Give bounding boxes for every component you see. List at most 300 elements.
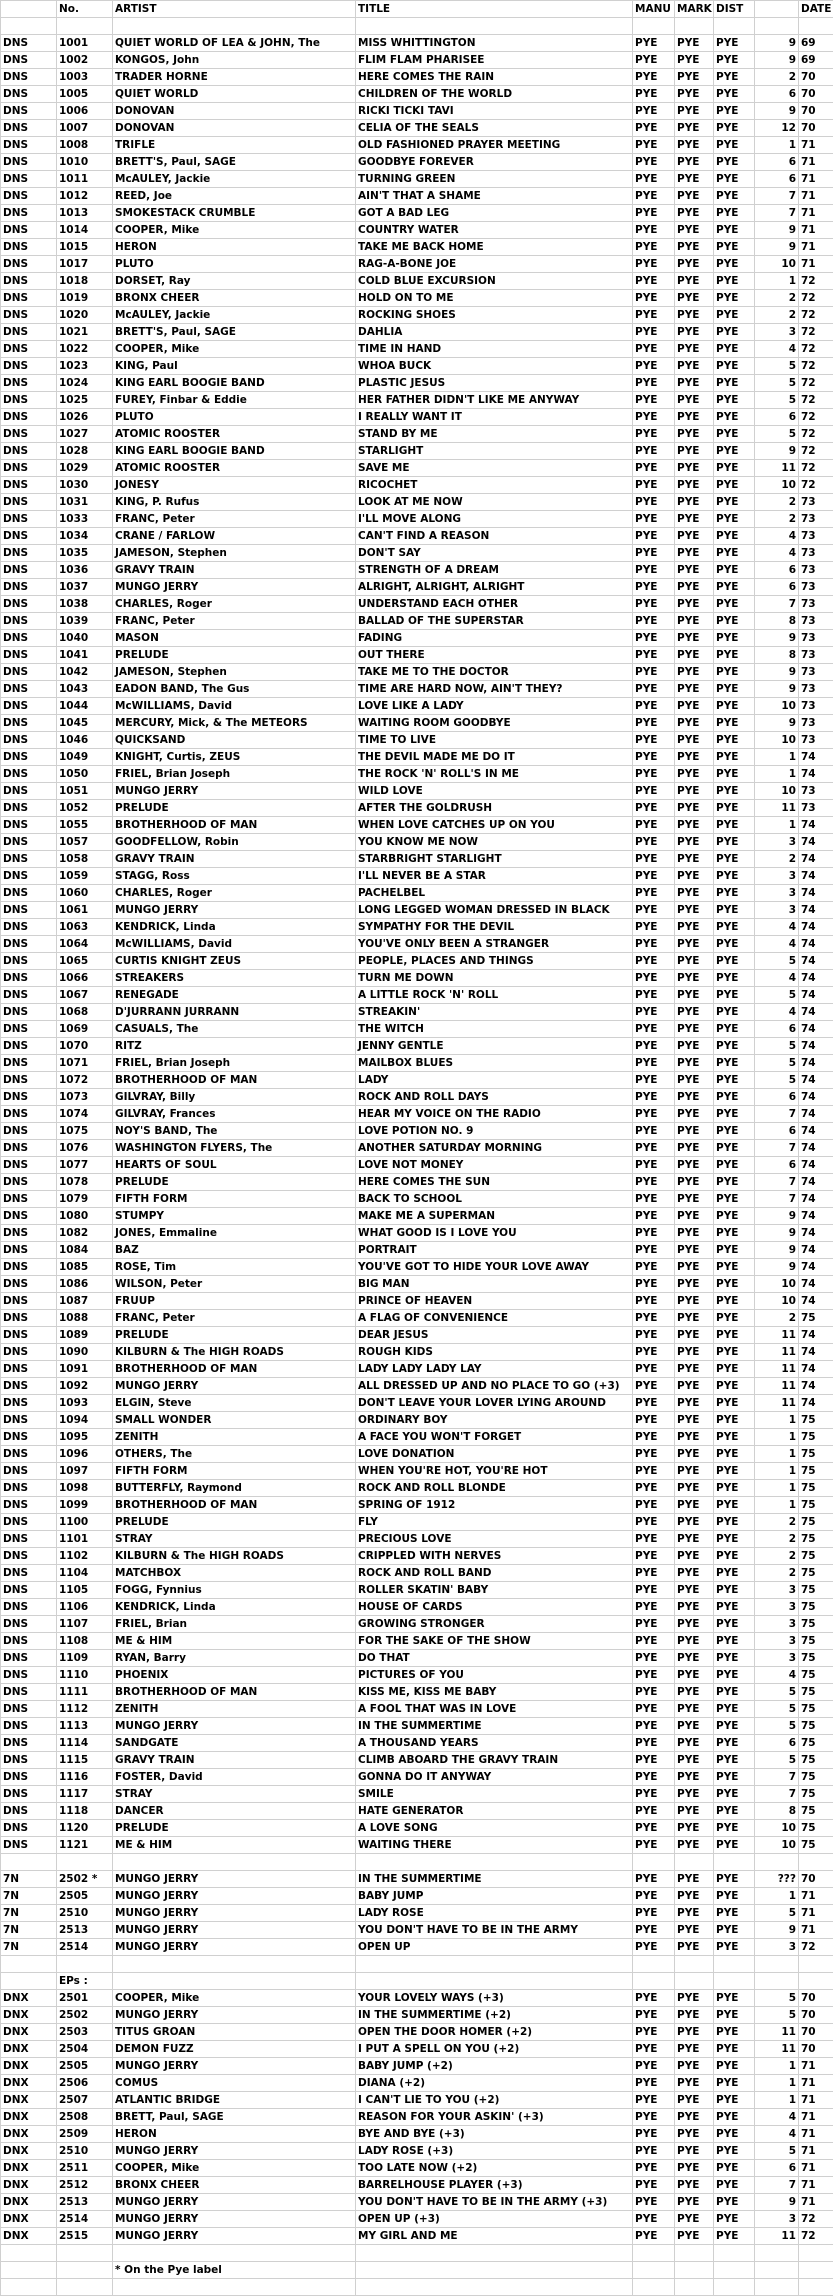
cell-title: BIG MAN — [356, 1276, 633, 1293]
cell-no: 2515 — [57, 2228, 113, 2245]
cell-mark: PYE — [675, 290, 714, 307]
cell-no: 1058 — [57, 851, 113, 868]
cell-month: 3 — [755, 1939, 799, 1956]
cell-manu: PYE — [633, 1701, 675, 1718]
cell-month — [755, 2245, 799, 2262]
cell-artist: CHARLES, Roger — [113, 885, 356, 902]
cell-no: 1024 — [57, 375, 113, 392]
cell-year: 72 — [799, 392, 833, 409]
cell-title: WHEN YOU'RE HOT, YOU'RE HOT — [356, 1463, 633, 1480]
cell-month: 3 — [755, 885, 799, 902]
cell-manu: PYE — [633, 477, 675, 494]
cell-manu: PYE — [633, 1565, 675, 1582]
cell-manu: PYE — [633, 1803, 675, 1820]
cell-year: 74 — [799, 987, 833, 1004]
cell-label: DNX — [1, 2211, 57, 2228]
cell-label: 7N — [1, 1939, 57, 1956]
cell-label: DNS — [1, 1497, 57, 1514]
cell-artist: EADON BAND, The Gus — [113, 681, 356, 698]
cell-label: DNS — [1, 1786, 57, 1803]
cell-title: DO THAT — [356, 1650, 633, 1667]
cell-no: 1099 — [57, 1497, 113, 1514]
cell-month: 6 — [755, 409, 799, 426]
cell-title — [356, 2279, 633, 2296]
cell-dist: PYE — [714, 1599, 755, 1616]
cell-no: 2510 — [57, 1905, 113, 1922]
cell-year: 74 — [799, 766, 833, 783]
cell-month: 1 — [755, 1446, 799, 1463]
cell-label: DNS — [1, 1837, 57, 1854]
cell-artist: PLUTO — [113, 256, 356, 273]
cell-manu: PYE — [633, 1038, 675, 1055]
cell-mark: PYE — [675, 1871, 714, 1888]
cell-label — [1, 1854, 57, 1871]
table-row — [1, 834, 833, 851]
cell-title: HEAR MY VOICE ON THE RADIO — [356, 1106, 633, 1123]
cell-mark: PYE — [675, 1072, 714, 1089]
cell-year: 69 — [799, 35, 833, 52]
cell-title: MY GIRL AND ME — [356, 2228, 633, 2245]
cell-month: 5 — [755, 358, 799, 375]
cell-dist: PYE — [714, 154, 755, 171]
cell-dist: PYE — [714, 460, 755, 477]
cell-month: 2 — [755, 851, 799, 868]
cell-artist: MUNGO JERRY — [113, 1905, 356, 1922]
cell-mark: PYE — [675, 851, 714, 868]
table-row — [1, 749, 833, 766]
cell-month: 1 — [755, 2058, 799, 2075]
cell-artist: MUNGO JERRY — [113, 2007, 356, 2024]
cell-manu: PYE — [633, 1752, 675, 1769]
cell-year: 74 — [799, 1293, 833, 1310]
cell-dist: PYE — [714, 732, 755, 749]
cell-manu: PYE — [633, 120, 675, 137]
cell-year: 72 — [799, 273, 833, 290]
cell-year — [799, 1956, 833, 1973]
cell-month: 5 — [755, 987, 799, 1004]
cell-year: 73 — [799, 545, 833, 562]
cell-label: DNS — [1, 1004, 57, 1021]
cell-artist: MUNGO JERRY — [113, 902, 356, 919]
cell-month: 7 — [755, 1106, 799, 1123]
cell-mark: PYE — [675, 953, 714, 970]
cell-no: 1012 — [57, 188, 113, 205]
table-row — [1, 1684, 833, 1701]
cell-mark: PYE — [675, 239, 714, 256]
cell-artist: BROTHERHOOD OF MAN — [113, 1684, 356, 1701]
cell-month: 5 — [755, 375, 799, 392]
cell-label: DNS — [1, 324, 57, 341]
cell-no: 1063 — [57, 919, 113, 936]
cell-title: CHILDREN OF THE WORLD — [356, 86, 633, 103]
table-row — [1, 1990, 833, 2007]
table-row — [1, 936, 833, 953]
cell-no: 1065 — [57, 953, 113, 970]
cell-title: A THOUSAND YEARS — [356, 1735, 633, 1752]
cell-artist: WILSON, Peter — [113, 1276, 356, 1293]
cell-no: 1013 — [57, 205, 113, 222]
cell-artist: COOPER, Mike — [113, 1990, 356, 2007]
cell-month: 5 — [755, 1990, 799, 2007]
cell-artist: ELGIN, Steve — [113, 1395, 356, 1412]
cell-mark — [675, 1854, 714, 1871]
cell-no: 1050 — [57, 766, 113, 783]
cell-title: REASON FOR YOUR ASKIN' (+3) — [356, 2109, 633, 2126]
cell-label — [1, 2279, 57, 2296]
cell-no: 1078 — [57, 1174, 113, 1191]
cell-month: 11 — [755, 460, 799, 477]
cell-no: 1079 — [57, 1191, 113, 1208]
cell-manu: PYE — [633, 1684, 675, 1701]
cell-year: 75 — [799, 1412, 833, 1429]
cell-title: RAG-A-BONE JOE — [356, 256, 633, 273]
cell-title: KISS ME, KISS ME BABY — [356, 1684, 633, 1701]
cell-year: 75 — [799, 1667, 833, 1684]
cell-label: DNS — [1, 1667, 57, 1684]
table-row — [1, 409, 833, 426]
cell-month: 5 — [755, 1055, 799, 1072]
cell-year: 71 — [799, 137, 833, 154]
cell-year: 75 — [799, 1548, 833, 1565]
cell-dist: PYE — [714, 1412, 755, 1429]
cell-title: FLIM FLAM PHARISEE — [356, 52, 633, 69]
cell-artist: JONESY — [113, 477, 356, 494]
cell-title: BARRELHOUSE PLAYER (+3) — [356, 2177, 633, 2194]
cell-mark: PYE — [675, 817, 714, 834]
cell-year: 74 — [799, 953, 833, 970]
cell-title: GONNA DO IT ANYWAY — [356, 1769, 633, 1786]
cell-label: DNS — [1, 1429, 57, 1446]
table-row — [1, 1123, 833, 1140]
cell-artist: KNIGHT, Curtis, ZEUS — [113, 749, 356, 766]
cell-month: 2 — [755, 1531, 799, 1548]
cell-month: 1 — [755, 137, 799, 154]
cell-dist: PYE — [714, 1480, 755, 1497]
cell-no: 1001 — [57, 35, 113, 52]
cell-label: DNS — [1, 375, 57, 392]
cell-artist: BRONX CHEER — [113, 290, 356, 307]
cell-year: 72 — [799, 324, 833, 341]
cell-no: 1020 — [57, 307, 113, 324]
cell-title: JENNY GENTLE — [356, 1038, 633, 1055]
cell-mark: PYE — [675, 341, 714, 358]
table-row — [1, 1310, 833, 1327]
cell-label: DNS — [1, 1480, 57, 1497]
cell-month: 6 — [755, 171, 799, 188]
cell-year: 70 — [799, 2041, 833, 2058]
cell-label: DNS — [1, 902, 57, 919]
cell-year: 72 — [799, 375, 833, 392]
cell-title: LOOK AT ME NOW — [356, 494, 633, 511]
cell-artist: FUREY, Finbar & Eddie — [113, 392, 356, 409]
cell-year: 74 — [799, 1344, 833, 1361]
cell-manu: PYE — [633, 290, 675, 307]
cell-year: 74 — [799, 902, 833, 919]
cell-year: 75 — [799, 1769, 833, 1786]
table-row — [1, 1888, 833, 1905]
cell-dist: PYE — [714, 86, 755, 103]
cell-manu: PYE — [633, 35, 675, 52]
cell-title: SPRING OF 1912 — [356, 1497, 633, 1514]
cell-manu: PYE — [633, 1072, 675, 1089]
cell-title: PEOPLE, PLACES AND THINGS — [356, 953, 633, 970]
cell-label: DNS — [1, 1684, 57, 1701]
cell-label: DNS — [1, 1735, 57, 1752]
cell-label: DNS — [1, 1089, 57, 1106]
cell-month: 10 — [755, 1293, 799, 1310]
header-date: DATE — [799, 1, 833, 18]
cell-mark: PYE — [675, 1327, 714, 1344]
cell-title: CRIPPLED WITH NERVES — [356, 1548, 633, 1565]
cell-dist: PYE — [714, 1140, 755, 1157]
cell-artist: DANCER — [113, 1803, 356, 1820]
table-row — [1, 1786, 833, 1803]
cell-year: 71 — [799, 2177, 833, 2194]
cell-dist: PYE — [714, 664, 755, 681]
cell-year: 74 — [799, 868, 833, 885]
cell-artist: BRETT'S, Paul, SAGE — [113, 154, 356, 171]
cell-title: PLASTIC JESUS — [356, 375, 633, 392]
cell-dist: PYE — [714, 1327, 755, 1344]
cell-year: 73 — [799, 613, 833, 630]
table-row — [1, 1429, 833, 1446]
cell-mark: PYE — [675, 443, 714, 460]
cell-artist: DONOVAN — [113, 103, 356, 120]
cell-label: DNX — [1, 2007, 57, 2024]
cell-title: A FACE YOU WON'T FORGET — [356, 1429, 633, 1446]
cell-label: DNS — [1, 171, 57, 188]
cell-label: DNS — [1, 1599, 57, 1616]
cell-mark: PYE — [675, 766, 714, 783]
cell-manu: PYE — [633, 426, 675, 443]
cell-no: 1104 — [57, 1565, 113, 1582]
table-row — [1, 528, 833, 545]
cell-mark: PYE — [675, 1140, 714, 1157]
cell-title: WHAT GOOD IS I LOVE YOU — [356, 1225, 633, 1242]
cell-title: OPEN UP (+3) — [356, 2211, 633, 2228]
cell-label: DNS — [1, 426, 57, 443]
table-row — [1, 1174, 833, 1191]
cell-no: 1025 — [57, 392, 113, 409]
cell-no: 1027 — [57, 426, 113, 443]
cell-no: 1095 — [57, 1429, 113, 1446]
cell-label: DNS — [1, 579, 57, 596]
cell-title: RICKI TICKI TAVI — [356, 103, 633, 120]
cell-label: DNS — [1, 800, 57, 817]
cell-dist: PYE — [714, 1548, 755, 1565]
cell-artist: FRANC, Peter — [113, 511, 356, 528]
cell-year: 70 — [799, 69, 833, 86]
cell-manu: PYE — [633, 2041, 675, 2058]
cell-year: 72 — [799, 341, 833, 358]
cell-label: DNS — [1, 1616, 57, 1633]
cell-label: DNX — [1, 2024, 57, 2041]
table-row — [1, 1157, 833, 1174]
cell-year: 74 — [799, 1174, 833, 1191]
table-row — [1, 426, 833, 443]
cell-title — [356, 1973, 633, 1990]
cell-month: 5 — [755, 1905, 799, 1922]
cell-mark: PYE — [675, 970, 714, 987]
table-row — [1, 1378, 833, 1395]
cell-manu: PYE — [633, 1259, 675, 1276]
cell-mark: PYE — [675, 1429, 714, 1446]
cell-dist: PYE — [714, 851, 755, 868]
cell-dist: PYE — [714, 1293, 755, 1310]
cell-month: 4 — [755, 2126, 799, 2143]
cell-month: 5 — [755, 1038, 799, 1055]
cell-manu — [633, 1973, 675, 1990]
cell-dist: PYE — [714, 1650, 755, 1667]
cell-mark: PYE — [675, 1888, 714, 1905]
cell-year: 74 — [799, 1225, 833, 1242]
cell-no: 1045 — [57, 715, 113, 732]
cell-title: SYMPATHY FOR THE DEVIL — [356, 919, 633, 936]
table-row — [1, 596, 833, 613]
cell-no: 2508 — [57, 2109, 113, 2126]
cell-year: 69 — [799, 52, 833, 69]
cell-dist: PYE — [714, 392, 755, 409]
cell-artist: FRIEL, Brian Joseph — [113, 1055, 356, 1072]
table-row — [1, 868, 833, 885]
table-row — [1, 1463, 833, 1480]
cell-month: 9 — [755, 443, 799, 460]
cell-title: FOR THE SAKE OF THE SHOW — [356, 1633, 633, 1650]
cell-no: 1044 — [57, 698, 113, 715]
cell-artist: COOPER, Mike — [113, 2160, 356, 2177]
table-row — [1, 885, 833, 902]
cell-year: 73 — [799, 579, 833, 596]
table-row — [1, 1191, 833, 1208]
cell-manu: PYE — [633, 1242, 675, 1259]
cell-manu: PYE — [633, 1004, 675, 1021]
cell-manu: PYE — [633, 562, 675, 579]
cell-artist — [113, 2279, 356, 2296]
cell-year: 73 — [799, 596, 833, 613]
cell-dist: PYE — [714, 409, 755, 426]
cell-title: A LITTLE ROCK 'N' ROLL — [356, 987, 633, 1004]
cell-dist: PYE — [714, 1072, 755, 1089]
cell-year: 73 — [799, 528, 833, 545]
cell-title: MAKE ME A SUPERMAN — [356, 1208, 633, 1225]
cell-artist: BROTHERHOOD OF MAN — [113, 1361, 356, 1378]
cell-manu: PYE — [633, 1871, 675, 1888]
table-row — [1, 1871, 833, 1888]
cell-mark: PYE — [675, 1905, 714, 1922]
cell-dist: PYE — [714, 1837, 755, 1854]
cell-no: 1060 — [57, 885, 113, 902]
cell-artist: CHARLES, Roger — [113, 596, 356, 613]
cell-mark: PYE — [675, 1293, 714, 1310]
cell-year: 72 — [799, 2211, 833, 2228]
cell-dist: PYE — [714, 1718, 755, 1735]
cell-year: 71 — [799, 256, 833, 273]
cell-dist: PYE — [714, 681, 755, 698]
cell-artist: MUNGO JERRY — [113, 1378, 356, 1395]
cell-dist: PYE — [714, 1004, 755, 1021]
cell-artist: CASUALS, The — [113, 1021, 356, 1038]
cell-dist: PYE — [714, 171, 755, 188]
table-row — [1, 715, 833, 732]
cell-title: PRECIOUS LOVE — [356, 1531, 633, 1548]
cell-dist: PYE — [714, 290, 755, 307]
cell-no: 1108 — [57, 1633, 113, 1650]
cell-artist: MUNGO JERRY — [113, 1871, 356, 1888]
cell-label: DNS — [1, 120, 57, 137]
table-row — [1, 1650, 833, 1667]
cell-no: 1072 — [57, 1072, 113, 1089]
cell-label — [1, 1973, 57, 1990]
cell-title: DEAR JESUS — [356, 1327, 633, 1344]
cell-month: 2 — [755, 1310, 799, 1327]
header-dist: DIST — [714, 1, 755, 18]
cell-mark: PYE — [675, 1021, 714, 1038]
cell-title: STRENGTH OF A DREAM — [356, 562, 633, 579]
cell-mark: PYE — [675, 919, 714, 936]
table-row — [1, 1293, 833, 1310]
cell-label: DNS — [1, 613, 57, 630]
cell-artist: BROTHERHOOD OF MAN — [113, 817, 356, 834]
cell-dist: PYE — [714, 1735, 755, 1752]
cell-month: 7 — [755, 1140, 799, 1157]
cell-dist: PYE — [714, 494, 755, 511]
cell-month: 9 — [755, 103, 799, 120]
cell-artist: MERCURY, Mick, & The METEORS — [113, 715, 356, 732]
cell-artist: SANDGATE — [113, 1735, 356, 1752]
cell-manu: PYE — [633, 800, 675, 817]
cell-title: ALL DRESSED UP AND NO PLACE TO GO (+3) — [356, 1378, 633, 1395]
cell-month: 7 — [755, 1769, 799, 1786]
cell-title: WILD LOVE — [356, 783, 633, 800]
cell-label: DNS — [1, 596, 57, 613]
cell-no: 1090 — [57, 1344, 113, 1361]
cell-year: 74 — [799, 970, 833, 987]
cell-manu: PYE — [633, 1174, 675, 1191]
table-row — [1, 324, 833, 341]
cell-title — [356, 2245, 633, 2262]
cell-month: 11 — [755, 1395, 799, 1412]
cell-month: 9 — [755, 1242, 799, 1259]
cell-title: I CAN'T LIE TO YOU (+2) — [356, 2092, 633, 2109]
cell-title: AIN'T THAT A SHAME — [356, 188, 633, 205]
cell-label: DNS — [1, 1242, 57, 1259]
cell-year: 75 — [799, 1463, 833, 1480]
cell-month: 10 — [755, 698, 799, 715]
cell-dist — [714, 1973, 755, 1990]
cell-manu: PYE — [633, 137, 675, 154]
cell-month: 7 — [755, 596, 799, 613]
cell-year: 75 — [799, 1480, 833, 1497]
cell-month: 6 — [755, 2160, 799, 2177]
cell-title: GOODBYE FOREVER — [356, 154, 633, 171]
cell-manu: PYE — [633, 256, 675, 273]
cell-title: YOU KNOW ME NOW — [356, 834, 633, 851]
cell-year: 72 — [799, 426, 833, 443]
cell-mark: PYE — [675, 1225, 714, 1242]
cell-mark: PYE — [675, 2228, 714, 2245]
cell-dist: PYE — [714, 477, 755, 494]
cell-year: 74 — [799, 851, 833, 868]
cell-manu: PYE — [633, 1123, 675, 1140]
cell-manu: PYE — [633, 1089, 675, 1106]
cell-label: DNS — [1, 137, 57, 154]
cell-month: 5 — [755, 1718, 799, 1735]
cell-manu: PYE — [633, 1140, 675, 1157]
cell-year: 75 — [799, 1616, 833, 1633]
cell-mark: PYE — [675, 120, 714, 137]
table-row — [1, 1837, 833, 1854]
cell-title: I PUT A SPELL ON YOU (+2) — [356, 2041, 633, 2058]
